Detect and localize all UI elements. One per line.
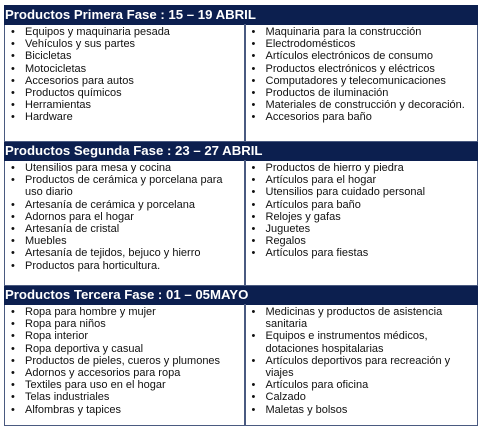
section-header-row xyxy=(5,6,478,25)
bullet-icon: • xyxy=(251,198,256,211)
product-label: Computadores y telecomunicaciones xyxy=(265,74,446,87)
bullet-icon: • xyxy=(11,259,15,272)
product-list-item xyxy=(11,260,242,272)
product-list-item xyxy=(252,330,476,354)
product-label: Artículos deportivos para recreación y viajes xyxy=(265,354,451,380)
product-label: Utensilios para mesa y cocina xyxy=(25,162,172,174)
product-list-item xyxy=(11,355,242,367)
product-list-item xyxy=(11,162,242,174)
bullet-icon: • xyxy=(11,247,15,260)
bullet-icon: • xyxy=(11,223,15,236)
product-label: Relojes y gafas xyxy=(265,210,341,223)
product-list-item xyxy=(252,391,476,403)
bullet-icon: • xyxy=(251,62,256,75)
bullet-icon: • xyxy=(251,26,256,38)
product-label: Productos químicos xyxy=(25,87,122,100)
product-list-item xyxy=(252,186,476,198)
product-label: Vehículos y sus partes xyxy=(25,38,136,51)
product-list-item xyxy=(11,391,242,403)
product-label: Ropa deportiva y casual xyxy=(25,342,144,355)
product-list-item xyxy=(11,367,242,379)
bullet-icon: • xyxy=(251,210,256,223)
product-list-item xyxy=(252,63,476,75)
product-label: Productos de iluminación xyxy=(265,87,389,100)
bullet-icon: • xyxy=(11,379,15,392)
product-label: Accesorios para autos xyxy=(25,74,134,87)
bullet-icon: • xyxy=(251,74,256,87)
bullet-icon: • xyxy=(11,87,15,100)
product-list xyxy=(5,161,244,272)
product-list-item xyxy=(252,247,476,259)
product-list-item xyxy=(11,343,242,355)
product-list-item xyxy=(11,199,242,211)
bullet-icon: • xyxy=(251,306,256,318)
section-left-column xyxy=(5,305,245,426)
bullet-icon: • xyxy=(251,354,256,367)
product-label: Accesorios para baño xyxy=(265,111,372,124)
section-title: Productos Tercera Fase : 01 – 05MAYO xyxy=(5,286,478,305)
product-list-item xyxy=(11,38,242,50)
product-list-item xyxy=(11,379,242,391)
product-label: Productos de cerámica y porcelana para uso diario xyxy=(25,174,223,199)
product-list-item xyxy=(11,330,242,342)
product-label: Materiales de construcción y decoración. xyxy=(265,99,465,112)
product-label: Artesanía de cristal xyxy=(25,223,120,236)
product-label: Medicinas y productos de asistencia sanitaria xyxy=(265,306,443,331)
section-right-column xyxy=(245,25,478,142)
product-list-item xyxy=(11,111,242,123)
product-list-item xyxy=(11,404,242,416)
bullet-icon: • xyxy=(11,235,15,248)
bullet-icon: • xyxy=(251,99,256,112)
product-list-item xyxy=(11,87,242,99)
product-list-item xyxy=(11,75,242,87)
product-label: Motocicletas xyxy=(25,62,87,75)
section-title: Productos Segunda Fase : 23 – 27 ABRIL xyxy=(5,142,478,161)
bullet-icon: • xyxy=(251,50,256,63)
product-list xyxy=(246,161,478,260)
bullet-icon: • xyxy=(251,330,256,343)
product-list-item xyxy=(11,247,242,259)
product-list-item xyxy=(11,223,242,235)
product-list-item xyxy=(252,235,476,247)
product-label: Maletas y bolsos xyxy=(265,403,348,416)
bullet-icon: • xyxy=(251,111,256,124)
product-label: Productos de pieles, cueros y plumones xyxy=(25,354,221,367)
bullet-icon: • xyxy=(11,62,15,75)
product-label: Equipos y maquinaria pesada xyxy=(25,26,170,38)
bullet-icon: • xyxy=(251,38,256,51)
bullet-icon: • xyxy=(251,247,256,260)
product-list xyxy=(246,305,478,416)
product-label: Productos para horticultura. xyxy=(25,259,161,272)
product-list-item xyxy=(252,87,476,99)
section-body-row xyxy=(5,25,478,142)
bullet-icon: • xyxy=(251,223,256,236)
product-label: Herramientas xyxy=(25,99,92,112)
bullet-icon: • xyxy=(251,403,256,416)
product-phases-table xyxy=(4,5,478,426)
product-label: Ropa interior xyxy=(25,330,88,343)
bullet-icon: • xyxy=(251,87,256,100)
bullet-icon: • xyxy=(11,99,15,112)
product-label: Productos de hierro y piedra xyxy=(265,162,404,174)
product-label: Adornos y accesorios para ropa xyxy=(25,367,181,380)
bullet-icon: • xyxy=(251,235,256,248)
product-list-item xyxy=(252,211,476,223)
bullet-icon: • xyxy=(251,391,256,404)
product-list-item xyxy=(11,26,242,38)
product-list-item xyxy=(252,99,476,111)
product-label: Telas industriales xyxy=(25,391,110,404)
bullet-icon: • xyxy=(11,198,15,211)
product-label: Calzado xyxy=(265,391,306,404)
product-label: Textiles para uso en el hogar xyxy=(25,379,166,392)
bullet-icon: • xyxy=(11,111,15,124)
bullet-icon: • xyxy=(11,174,15,187)
product-list-item xyxy=(11,211,242,223)
product-list-item xyxy=(252,404,476,416)
bullet-icon: • xyxy=(11,354,15,367)
bullet-icon: • xyxy=(11,210,15,223)
bullet-icon: • xyxy=(11,330,15,343)
product-list-item xyxy=(11,50,242,62)
section-body-row xyxy=(5,161,478,286)
bullet-icon: • xyxy=(11,26,15,38)
product-label: Bicicletas xyxy=(25,50,72,63)
product-list-item xyxy=(252,306,476,330)
bullet-icon: • xyxy=(11,306,15,318)
product-list-item xyxy=(252,111,476,123)
product-list-item xyxy=(11,99,242,111)
product-list-item xyxy=(11,174,242,198)
bullet-icon: • xyxy=(11,403,15,416)
product-list-item xyxy=(252,223,476,235)
section-right-column xyxy=(245,305,478,426)
product-list-item xyxy=(11,235,242,247)
product-list-item xyxy=(11,318,242,330)
bullet-icon: • xyxy=(11,367,15,380)
section-title: Productos Primera Fase : 15 – 19 ABRIL xyxy=(5,6,478,25)
product-list-item xyxy=(252,199,476,211)
product-list-item xyxy=(252,50,476,62)
product-label: Adornos para el hogar xyxy=(25,210,134,223)
bullet-icon: • xyxy=(11,162,15,174)
product-list xyxy=(246,25,478,124)
product-list xyxy=(5,305,244,416)
section-left-column xyxy=(5,25,245,142)
bullet-icon: • xyxy=(11,38,15,51)
product-label: Equipos e instrumentos médicos, dotaciones hospitalarias xyxy=(265,330,428,355)
section-right-column xyxy=(245,161,478,286)
bullet-icon: • xyxy=(11,391,15,404)
product-label: Artículos para el hogar xyxy=(265,174,377,187)
product-list-item xyxy=(252,355,476,379)
product-label: Artículos para fiestas xyxy=(265,247,369,260)
product-list-item xyxy=(252,174,476,186)
product-label: Alfombras y tapices xyxy=(25,403,121,416)
product-label: Ropa para hombre y mujer xyxy=(25,306,156,318)
product-label: Ropa para niños xyxy=(25,318,106,331)
bullet-icon: • xyxy=(11,318,15,331)
product-label: Juguetes xyxy=(265,223,311,236)
product-list-item xyxy=(252,162,476,174)
product-label: Artículos electrónicos de consumo xyxy=(265,50,434,63)
product-label: Regalos xyxy=(265,235,306,248)
bullet-icon: • xyxy=(251,174,256,187)
product-label: Artesanía de tejidos, bejuco y hierro xyxy=(25,247,201,260)
product-list-item xyxy=(252,379,476,391)
product-list-item xyxy=(252,26,476,38)
product-label: Muebles xyxy=(25,235,67,248)
product-label: Productos electrónicos y eléctricos xyxy=(265,62,435,75)
bullet-icon: • xyxy=(11,74,15,87)
bullet-icon: • xyxy=(11,342,15,355)
product-list xyxy=(5,25,244,124)
product-label: Hardware xyxy=(25,111,73,124)
product-label: Artesanía de cerámica y porcelana xyxy=(25,198,195,211)
product-list-item xyxy=(252,75,476,87)
bullet-icon: • xyxy=(11,50,15,63)
product-list-item xyxy=(11,306,242,318)
section-header-row xyxy=(5,142,478,161)
product-label: Maquinaria para la construcción xyxy=(265,26,422,38)
bullet-icon: • xyxy=(251,186,256,199)
product-label: Electrodomésticos xyxy=(265,38,356,51)
product-label: Artículos para baño xyxy=(265,198,361,211)
section-left-column xyxy=(5,161,245,286)
section-body-row xyxy=(5,305,478,426)
product-label: Artículos para oficina xyxy=(265,379,369,392)
product-label: Utensilios para cuidado personal xyxy=(265,186,426,199)
product-list-item xyxy=(252,38,476,50)
product-list-item xyxy=(11,63,242,75)
bullet-icon: • xyxy=(251,379,256,392)
bullet-icon: • xyxy=(251,162,256,174)
section-header-row xyxy=(5,286,478,305)
